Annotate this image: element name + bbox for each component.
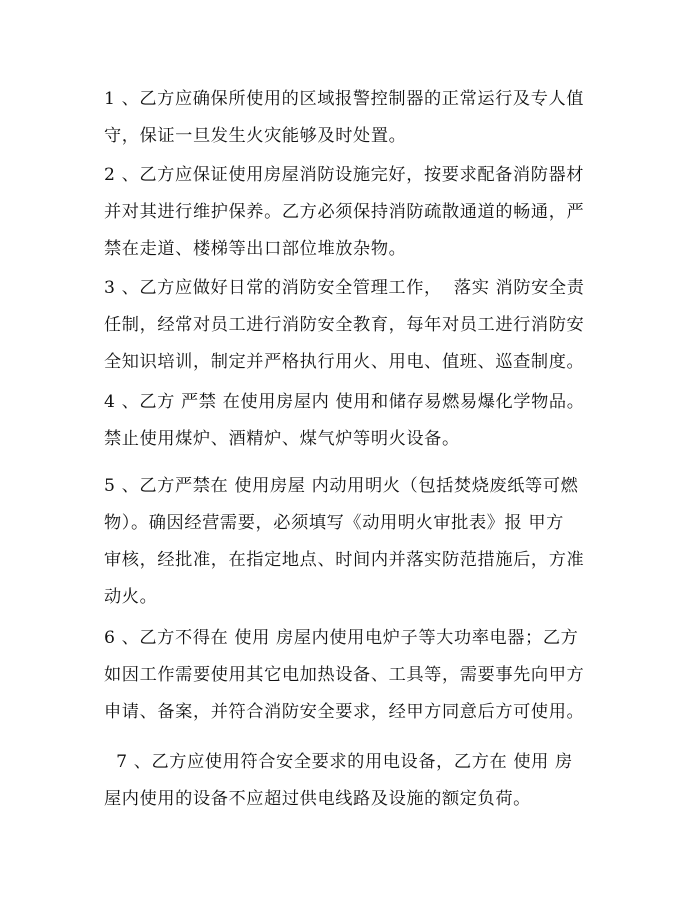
clause-6 <box>104 620 624 731</box>
clause-1 <box>104 81 624 155</box>
clause-2-line-1: 2 、乙方应保证使用房屋消防设施完好，按要求配备消防器材 <box>104 165 585 185</box>
clause-6-line-3: 申请、备案，并符合消防安全要求，经甲方同意后方可使用。 <box>104 702 585 722</box>
clause-1-line-1: 1 、乙方应确保所使用的区域报警控制器的正常运行及专人值 <box>104 89 585 109</box>
clause-5 <box>104 468 624 616</box>
clause-2-line-3: 禁在走道、楼梯等出口部位堆放杂物。 <box>104 239 407 259</box>
clause-2 <box>104 157 624 268</box>
clause-3-line-3: 全知识培训，制定并严格执行用火、用电、值班、巡查制度。 <box>104 352 585 372</box>
clause-5-line-1: 5 、乙方严禁在 使用房屋 内动用明火（包括焚烧废纸等可燃 <box>104 476 579 496</box>
clause-4-line-1: 4 、乙方 严禁 在使用房屋内 使用和储存易燃易爆化学物品。 <box>104 392 585 412</box>
clause-5-line-2: 物）。确因经营需要，必须填写《动用明火审批表》报 甲方 <box>104 513 564 533</box>
clause-2-line-2: 并对其进行维护保养。乙方必须保持消防疏散通道的畅通，严 <box>104 202 585 222</box>
clause-3-line-1: 3 、乙方应做好日常的消防安全管理工作， 落实 消防安全责 <box>104 278 585 298</box>
clause-5-line-3: 审核，经批准，在指定地点、时间内并落实防范措施后，方准 <box>104 550 585 570</box>
clause-4-line-2: 禁止使用煤炉、酒精炉、煤气炉等明火设备。 <box>104 429 460 449</box>
clause-7-line-2: 屋内使用的设备不应超过供电线路及设施的额定负荷。 <box>104 789 531 809</box>
clause-7-line-1: 7 、乙方应使用符合安全要求的用电设备，乙方在 使用 房 <box>104 752 573 772</box>
clause-7 <box>104 744 624 818</box>
clause-3-line-2: 任制，经常对员工进行消防安全教育，每年对员工进行消防安 <box>104 315 585 335</box>
clause-1-line-2: 守，保证一旦发生火灾能够及时处置。 <box>104 126 407 146</box>
clause-3 <box>104 270 624 381</box>
clause-5-line-4: 动火。 <box>104 587 158 607</box>
clause-4 <box>104 384 624 458</box>
clause-6-line-2: 如因工作需要使用其它电加热设备、工具等，需要事先向甲方 <box>104 665 585 685</box>
clause-6-line-1: 6 、乙方不得在 使用 房屋内使用电炉子等大功率电器；乙方 <box>104 628 579 648</box>
